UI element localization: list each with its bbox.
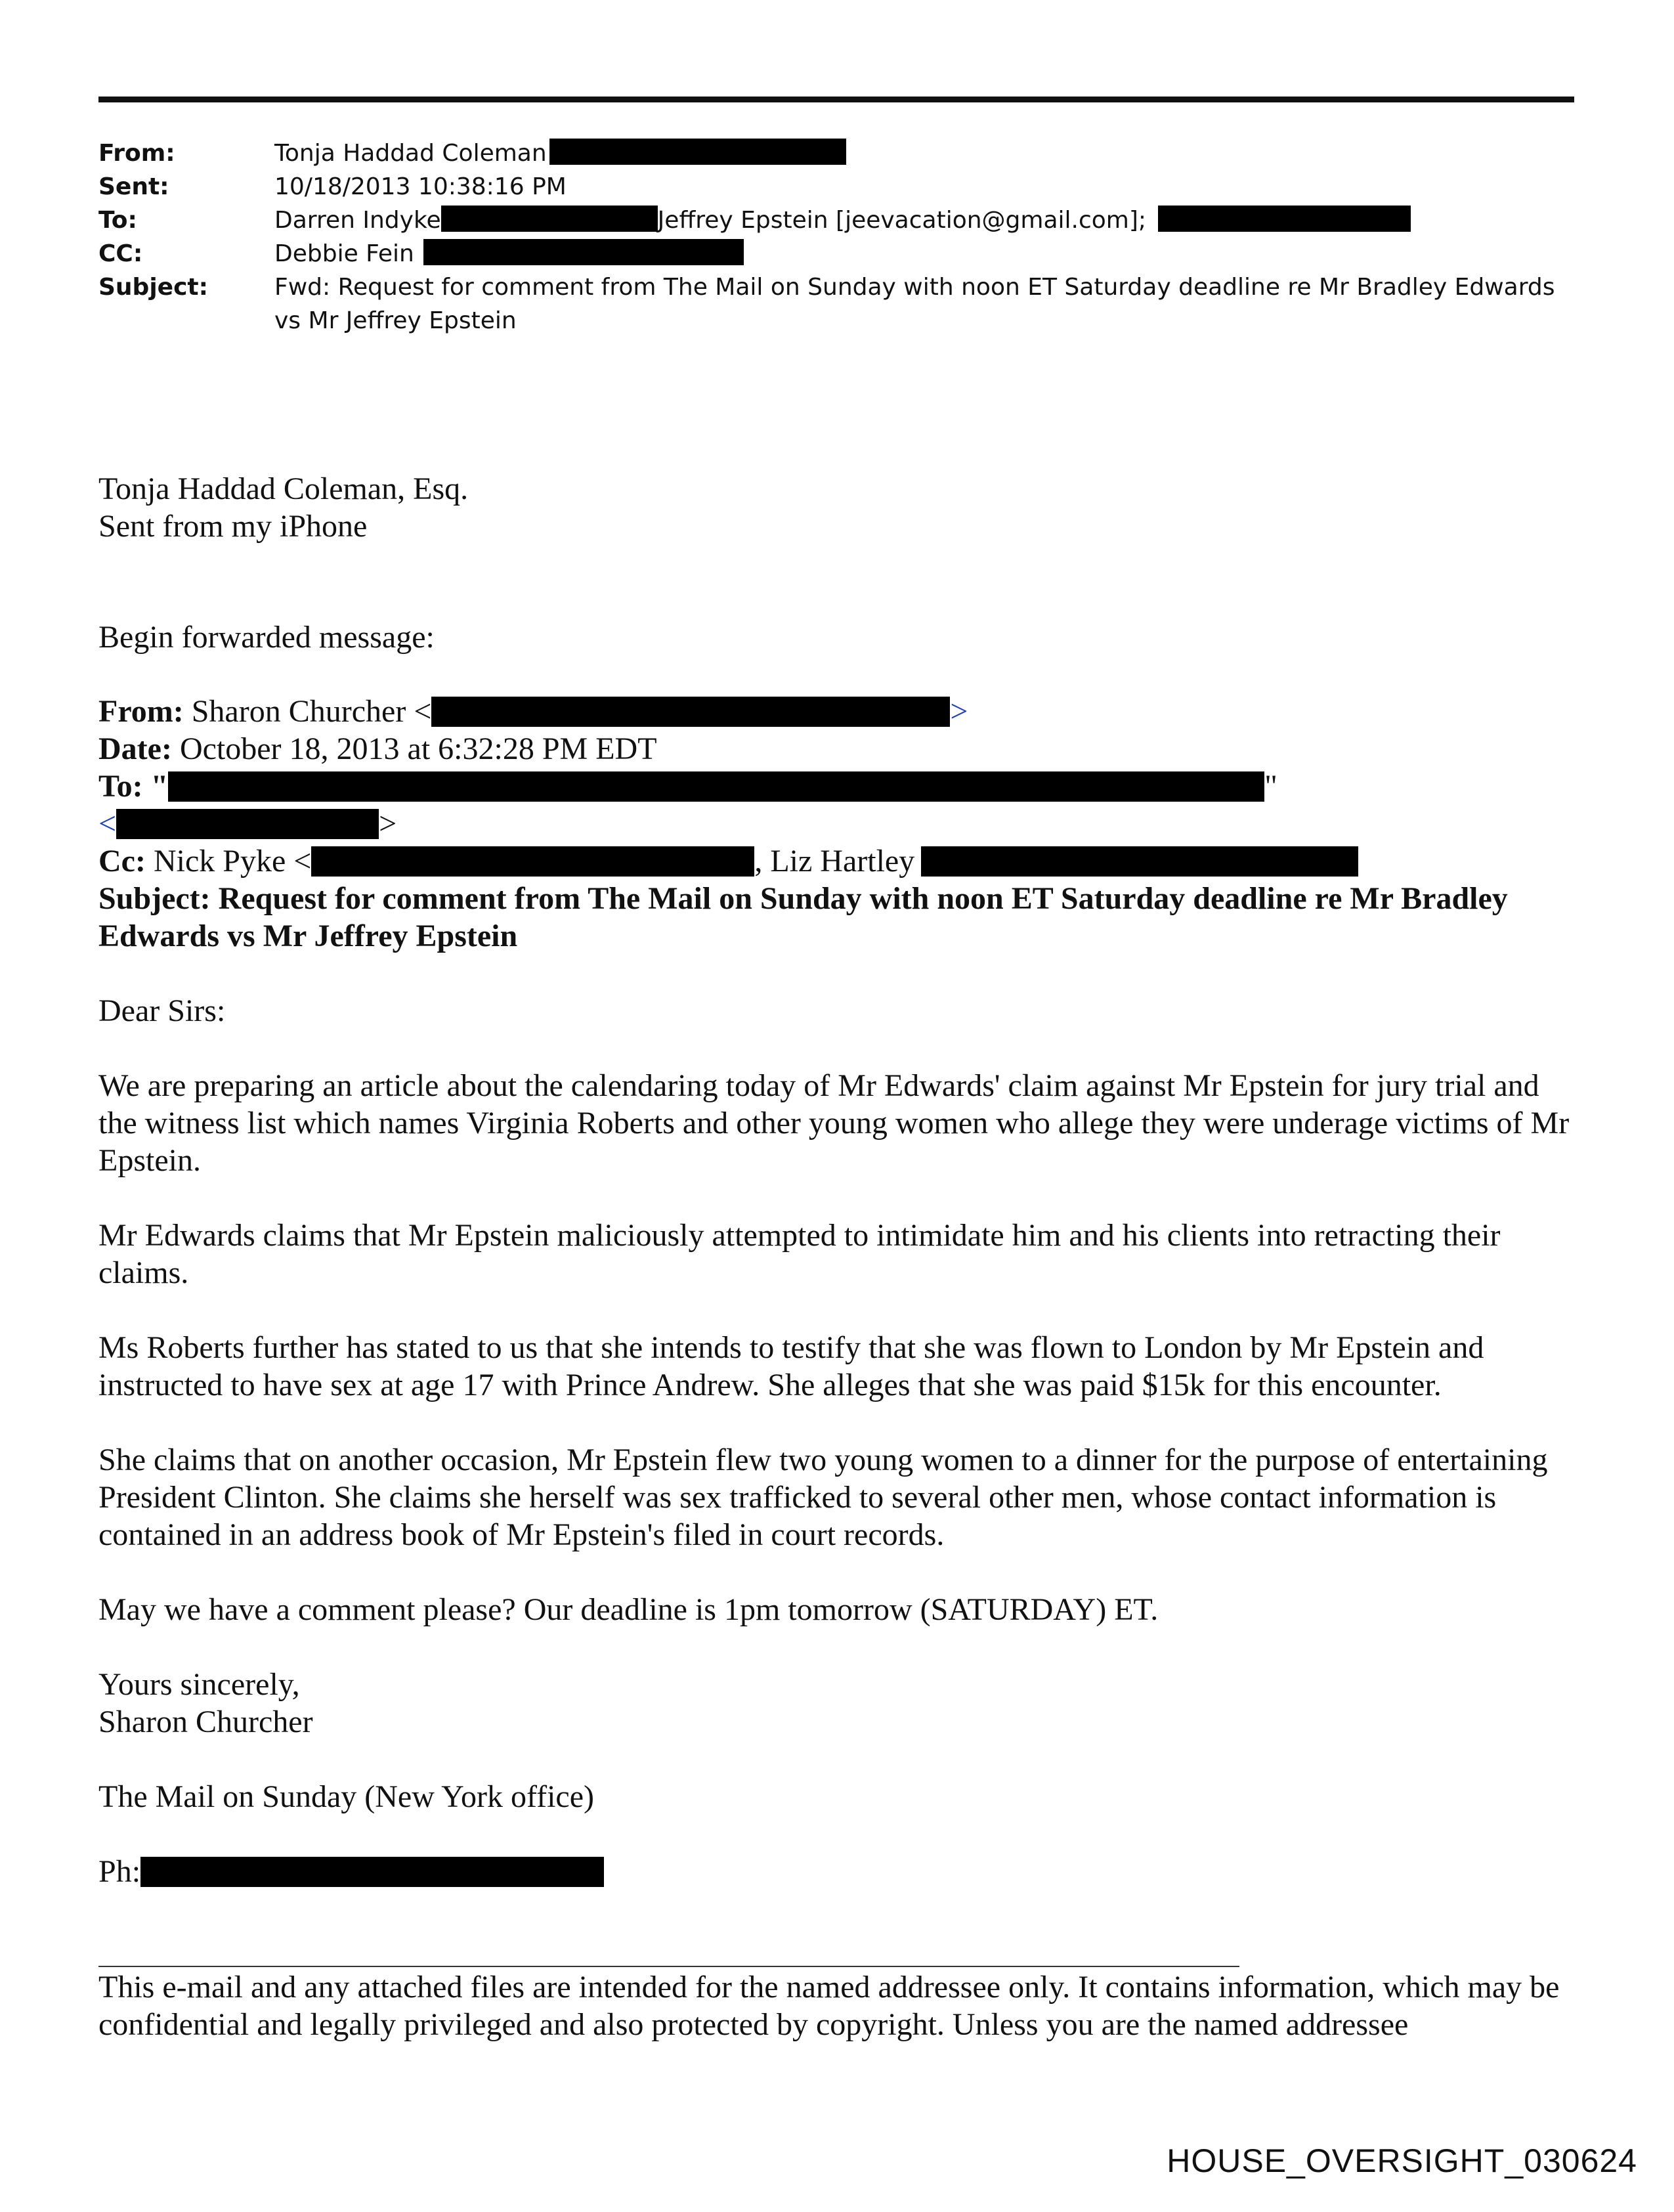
redaction-bar: [116, 809, 379, 839]
bates-stamp: HOUSE_OVERSIGHT_030624: [1167, 2142, 1637, 2179]
redaction-bar: [140, 1857, 604, 1887]
fwd-to-row: [98, 768, 1576, 805]
header-sent-row: [98, 170, 1576, 204]
redaction-bar: [441, 206, 658, 232]
fwd-cc-label: Cc:: [98, 844, 146, 878]
fwd-to-close-2: >: [379, 806, 397, 841]
from-value: [274, 137, 1576, 170]
redaction-bar: [311, 846, 754, 877]
paragraph-4: She claims that on another occasion, Mr Epstein flew two young women to a dinner for the purpose of entertaining President Clinton. She claims she herself was sex trafficked to several other men, whose contact information is contained in an address book of Mr Epstein's filed in court records.: [98, 1442, 1548, 1552]
cc-name: Debbie Fein: [274, 240, 414, 267]
to-label: To:: [98, 207, 137, 234]
subject-value: Fwd: Request for comment from The Mail on Sunday with noon ET Saturday deadline re Mr Bradley Edwards vs Mr Jeffrey Epstein: [274, 274, 1555, 334]
fwd-to-close: ": [1264, 769, 1277, 804]
fwd-to-open: <: [98, 806, 117, 841]
sent-value: 10/18/2013 10:38:16 PM: [274, 173, 567, 200]
forwarded-label: Begin forwarded message:: [98, 620, 435, 655]
redaction-bar: [168, 771, 1264, 802]
signature-device: Sent from my iPhone: [98, 509, 368, 544]
fwd-date-value: October 18, 2013 at 6:32:28 PM EDT: [179, 731, 657, 766]
cc-value: [274, 237, 1576, 271]
fwd-subject: Subject: Request for comment from The Mail on Sunday with noon ET Saturday deadline re Mr Bradley Edwards vs Mr Jeffrey Epstein: [98, 881, 1508, 953]
footer-rule: [98, 1966, 1239, 1967]
closing-line: Yours sincerely,: [98, 1667, 300, 1702]
phone-label: Ph:: [98, 1854, 141, 1889]
paragraph-3: Ms Roberts further has stated to us that she intends to testify that she was flown to London by Mr Epstein and instructed to have sex at age 17 with Prince Andrew. She alleges that she was paid $15k for this encounter.: [98, 1330, 1484, 1402]
fwd-cc-value-2: , Liz Hartley: [754, 844, 915, 878]
redaction-bar: [423, 239, 744, 265]
closing-name: Sharon Churcher: [98, 1704, 313, 1739]
top-rule: [98, 97, 1574, 102]
disclaimer-text: This e-mail and any attached files are intended for the named addressee only. It contains information, which may be confidential and legally privileged and also protected by copyright. Unless you are the named addressee: [98, 1970, 1560, 2042]
header-from-row: [98, 137, 1576, 170]
redaction-bar: [1158, 206, 1411, 232]
to-value: [274, 204, 1576, 237]
header-cc-row: [98, 237, 1576, 271]
fwd-cc-value-1: Nick Pyke <: [153, 844, 312, 878]
forwarded-header: [98, 693, 1576, 955]
from-name: Tonja Haddad Coleman: [274, 140, 547, 167]
fwd-cc-row: [98, 842, 1576, 880]
redaction-bar: [921, 846, 1358, 877]
fwd-from-label: From:: [98, 694, 184, 729]
salutation: Dear Sirs:: [98, 993, 226, 1028]
fwd-to-row-2: [98, 805, 1576, 842]
fwd-date-row: [98, 730, 1576, 768]
cc-label: CC:: [98, 240, 143, 267]
header-subject-row: [98, 271, 1576, 337]
signature-name: Tonja Haddad Coleman, Esq.: [98, 471, 469, 506]
email-body: [98, 470, 1576, 1890]
phone-row: [98, 1853, 1576, 1890]
fwd-to-label: To: ": [98, 769, 169, 804]
header-to-row: [98, 204, 1576, 237]
email-header: [98, 137, 1576, 337]
fwd-from-close: >: [950, 694, 968, 729]
paragraph-1: We are preparing an article about the calendaring today of Mr Edwards' claim against Mr Epstein for jury trial and the witness list which names Virginia Roberts and other young women who allege they were underage victims of Mr Epstein.: [98, 1068, 1570, 1178]
redaction-bar: [431, 697, 950, 727]
fwd-date-label: Date:: [98, 731, 172, 766]
from-label: From:: [98, 140, 175, 167]
to-recipient-2: Jeffrey Epstein [jeevacation@gmail.com];: [657, 207, 1147, 234]
fwd-from-row: [98, 693, 1576, 730]
office-line: The Mail on Sunday (New York office): [98, 1779, 594, 1814]
sent-label: Sent:: [98, 173, 169, 200]
to-recipient-1: Darren Indyke: [274, 207, 441, 234]
subject-label: Subject:: [98, 274, 209, 301]
paragraph-5: May we have a comment please? Our deadline is 1pm tomorrow (SATURDAY) ET.: [98, 1592, 1159, 1627]
paragraph-2: Mr Edwards claims that Mr Epstein maliciously attempted to intimidate him and his clients into retracting their claims.: [98, 1218, 1501, 1290]
redaction-bar: [549, 139, 846, 165]
fwd-from-value: Sharon Churcher <: [191, 694, 432, 729]
